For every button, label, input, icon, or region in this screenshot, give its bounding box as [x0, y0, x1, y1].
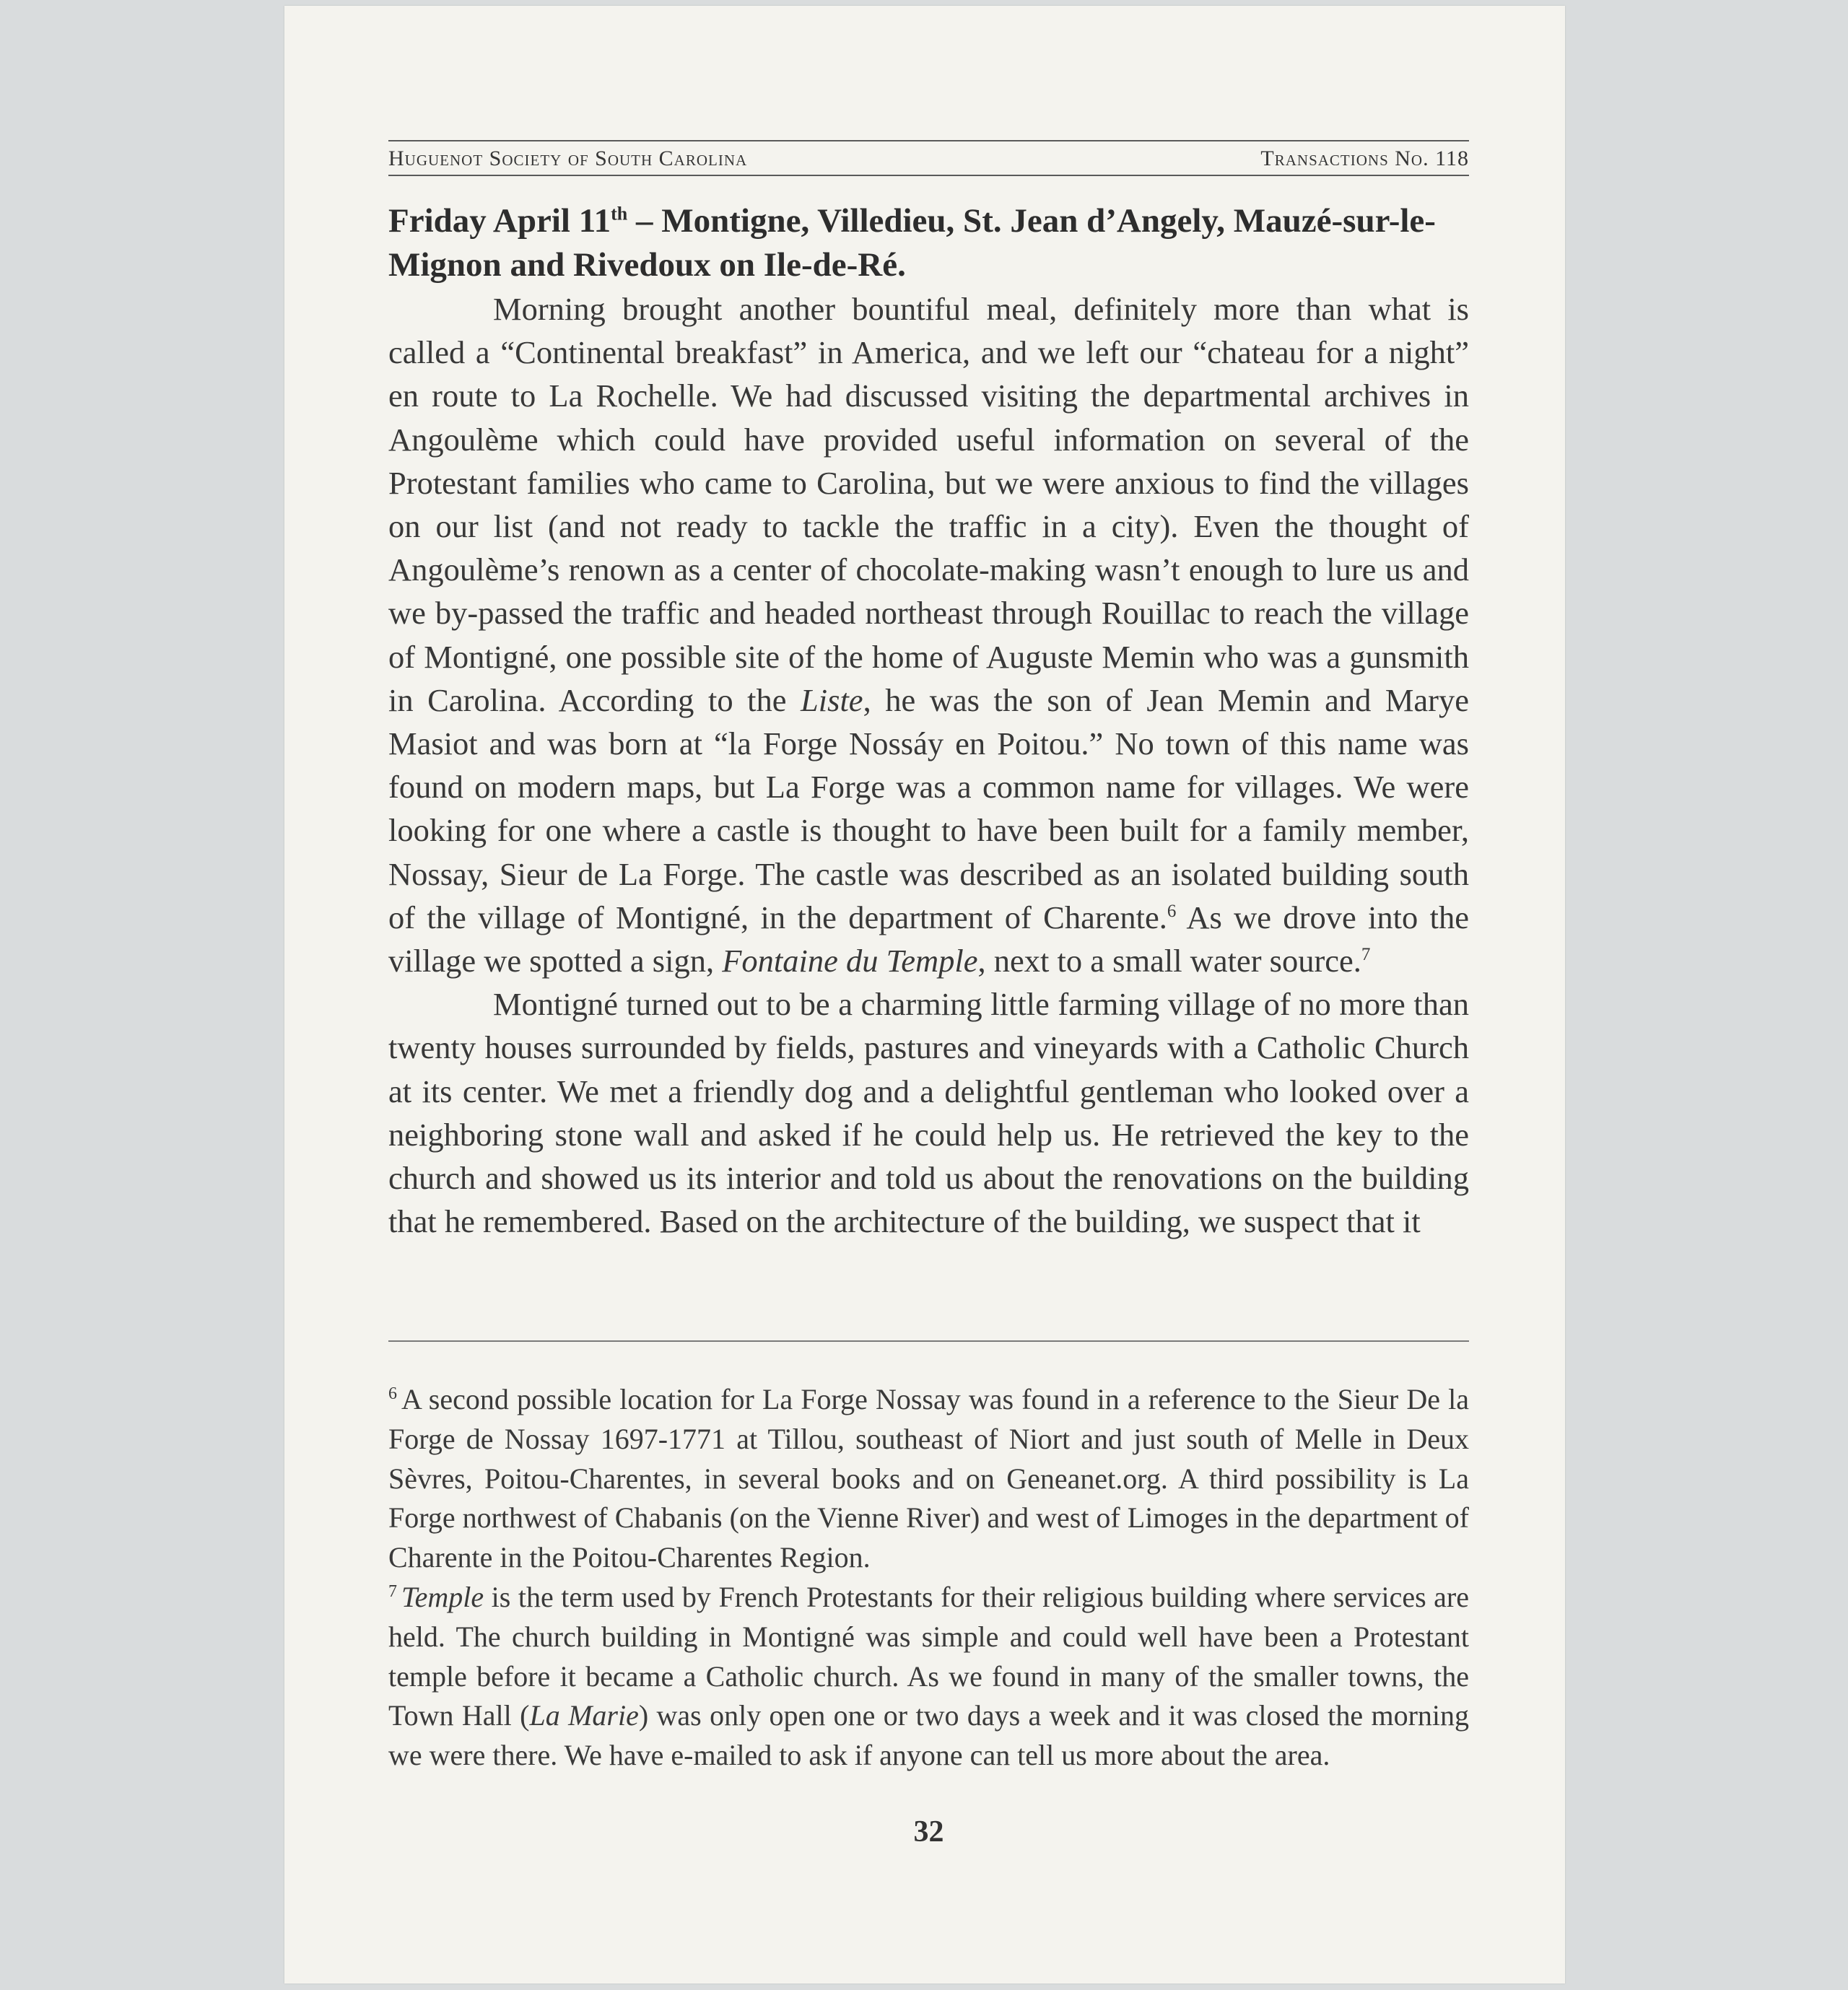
body-paragraph-2: Montigné turned out to be a charming little farming village of no more than twenty houses surrounded by fields, pastures and vineyards with a Catholic Church at its center. We met a friendly dog and a delightful gentleman who looked over a neighboring stone wall and asked if he could help us. He retrieved the key to the church and showed us its interior and told us about the renovations on the building that he remembered. Based on the architecture of the building, we suspect that it: [388, 986, 1469, 1240]
heading-date-suffix: th: [611, 203, 628, 224]
para1-text-3: As we drove into the village we spotted a sign,: [388, 899, 1469, 979]
footnote-6-mark: 6: [388, 1384, 397, 1403]
footnote-7-text-1: is the term used by French Protestants for their religious building where services are held. The church building in Montigné was simple and could well have been a Protestant temple before it became a Catholic church. As we found in many of the smaller towns, the Town Hall (: [388, 1580, 1469, 1732]
document-page: [284, 6, 1565, 1984]
para1-text-4: , next to a small water source.: [977, 943, 1361, 979]
main-text: [388, 199, 1469, 1243]
section-heading: [388, 199, 1469, 287]
footnotes: [388, 1380, 1469, 1776]
footnote-7-temple: Temple: [401, 1580, 484, 1613]
heading-places: – Montigne, Villedieu, St. Jean d’Angely, Mauzé-sur-le-Mignon and Rivedoux on Ile-de-Ré.: [388, 202, 1436, 284]
footnote-7-text-2: ) was only open one or two days a week and it was closed the morning we were there. We have e-mailed to ask if anyone can tell us more about the area.: [388, 1699, 1470, 1772]
para1-text-2: , he was the son of Jean Memin and Marye Masiot and was born at “la Forge Nossáy en Poitou.” No town of this name was found on modern maps, but La Forge was a common name for villages. We were looking for one where a castle is thought to have been built for a family member, Nossay, Sieur de La Forge. The castle was described as an isolated building south of the village of Montigné, in the department of Charente.: [388, 681, 1470, 935]
header-society-name: Huguenot Society of South Carolina: [388, 147, 748, 170]
running-header: [388, 140, 1469, 176]
footnote-7-mark: 7: [388, 1581, 397, 1601]
page-number: 32: [913, 1815, 944, 1849]
footnote-6: [388, 1380, 1469, 1578]
para1-liste: Liste: [801, 681, 863, 718]
heading-date: Friday April 11: [388, 202, 611, 240]
header-transactions-number: Transactions No. 118: [1260, 147, 1469, 170]
footnote-ref-6: 6: [1167, 902, 1177, 922]
footnote-6-text: A second possible location for La Forge Nossay was found in a reference to the Sieur De la Forge de Nossay 1697-1771 at Tillou, southeast of Niort and just south of Melle in Deux Sèvres, Poitou-Charentes, in several books and on Geneanet.org. A third possibility is La Forge northwest of Chabanis (on the Vienne River) and west of Limoges in the department of Charente in the Poitou-Charentes Region.: [388, 1383, 1469, 1574]
footnote-7: [388, 1578, 1469, 1776]
footnote-ref-7: 7: [1361, 945, 1371, 965]
footnote-divider: [388, 1340, 1469, 1342]
body-paragraph-1: [388, 287, 1469, 982]
footnote-7-la-marie: La Marie: [529, 1699, 639, 1732]
para1-fontaine: Fontaine du Temple: [722, 943, 978, 979]
para1-text-1: Morning brought another bountiful meal, definitely more than what is called a “Continental breakfast” in America, and we left our “chateau for a night” en route to La Rochelle. We had discussed visiting the departmental archives in Angoulème which could have provided useful information on several of the Protestant families who came to Carolina, but we were anxious to find the villages on our list (and not ready to tackle the traffic in a city). Even the thought of Angoulème’s renown as a center of chocolate-making wasn’t enough to lure us and we by-passed the traffic and headed northeast through Rouillac to reach the village of Montigné, one possible site of the home of Auguste Memin who was a gunsmith in Carolina. According to the: [388, 291, 1469, 718]
